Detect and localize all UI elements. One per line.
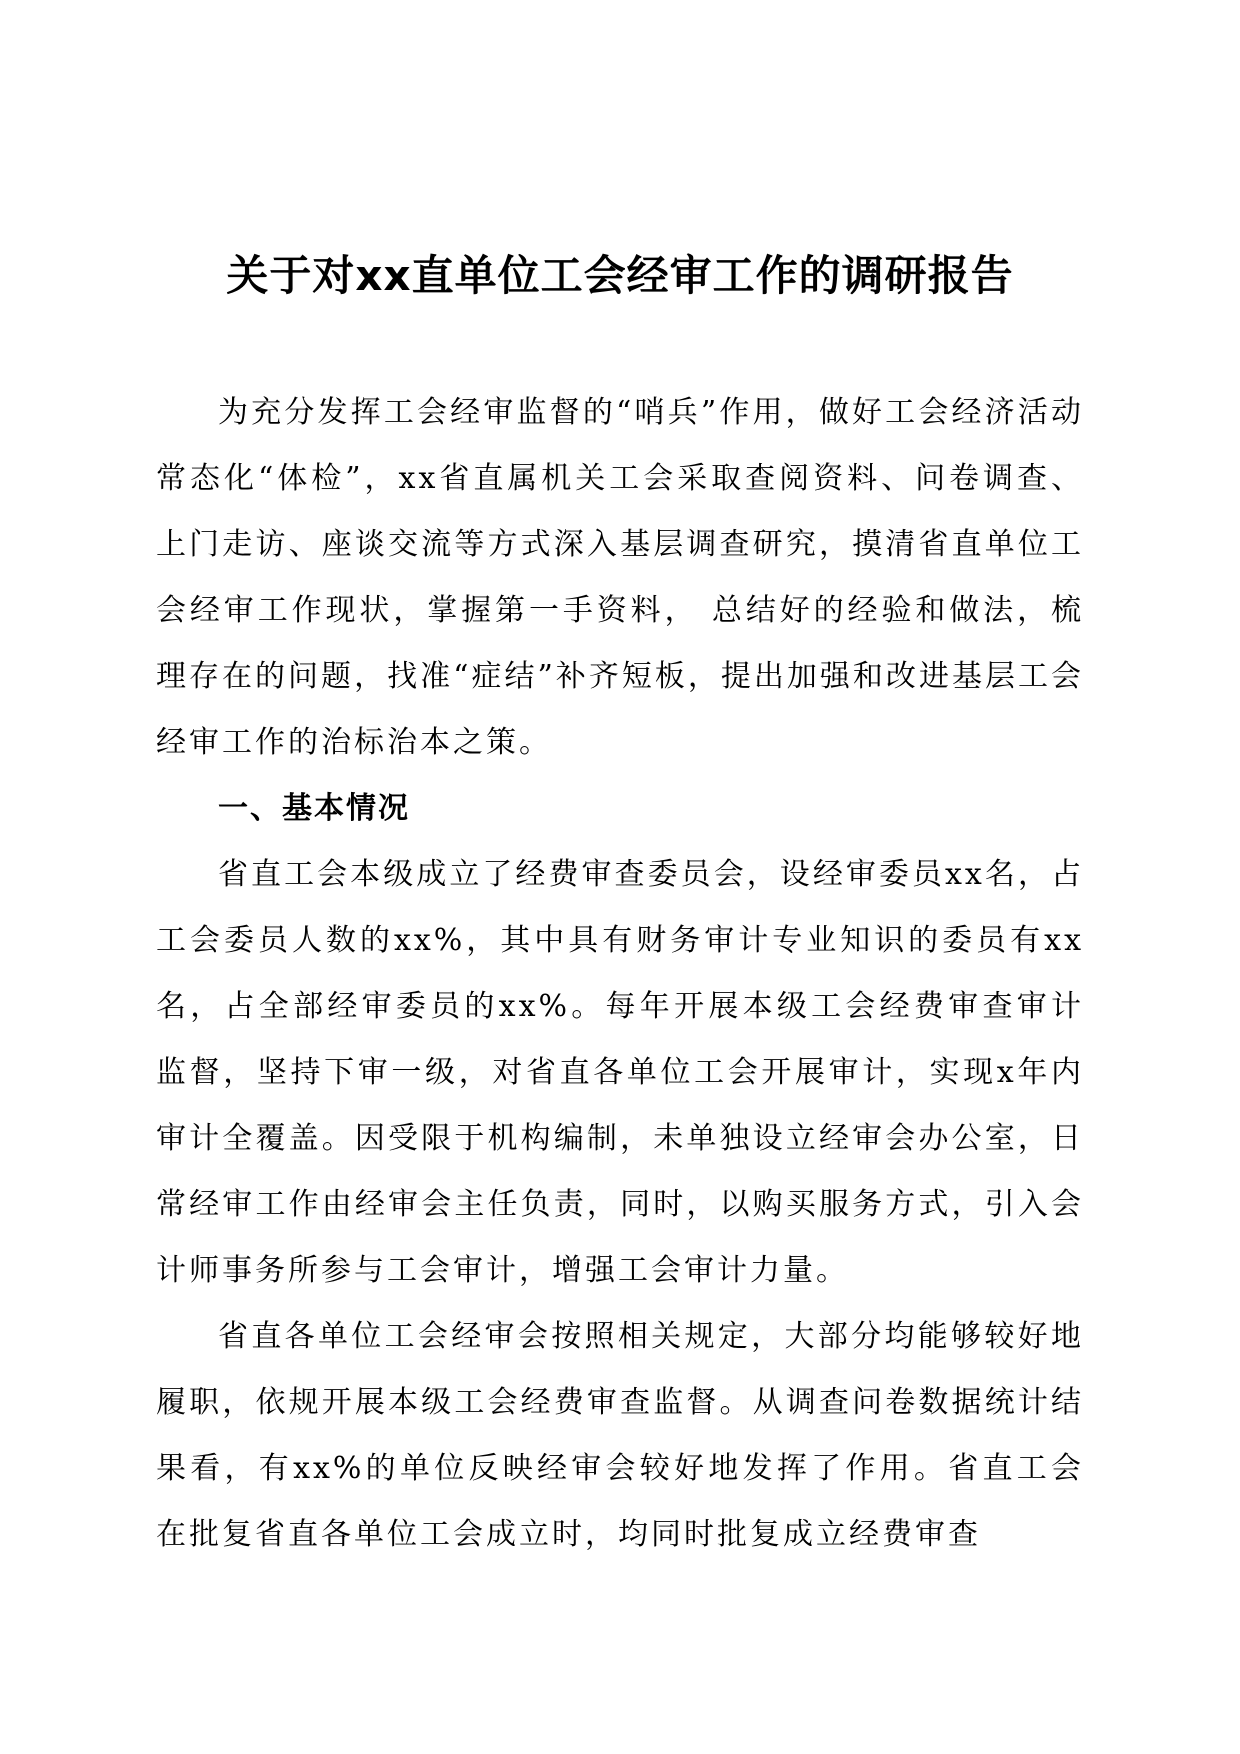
section-heading: 一、基本情况 xyxy=(218,791,410,826)
body-paragraph: 省直各单位工会经审会按照相关规定，大部分均能够较好地履职，依规开展本级工会经费审查监督。从调查问卷数据统计结果看，有xx%的单位反映经审会较好地发挥了作用。省直工会在批复省直各单位工会成立时，均同时批复成立经费审查 xyxy=(156,1319,1084,1552)
document-title: 关于对xx直单位工会经审工作的调研报告 xyxy=(226,251,1014,300)
document-body xyxy=(156,380,1084,1568)
body-paragraph: 省直工会本级成立了经费审查委员会，设经审委员xx名，占工会委员人数的xx%，其中具有财务审计专业知识的委员有xx名，占全部经审委员的xx%。每年开展本级工会经费审查审计监督，坚持下审一级，对省直各单位工会开展审计，实现x年内审计全覆盖。因受限于机构编制，未单独设立经审会办公室，日常经审工作由经审会主任负责，同时，以购买服务方式，引入会计师事务所参与工会审计，增强工会审计力量。 xyxy=(156,857,1084,1288)
intro-paragraph: 为充分发挥工会经审监督的“哨兵”作用，做好工会经济活动常态化“体检”，xx省直属机关工会采取查阅资料、问卷调查、上门走访、座谈交流等方式深入基层调查研究，摸清省直单位工会经审工作现状，掌握第一手资料， 总结好的经验和做法，梳理存在的问题，找准“症结”补齐短板，提出加强和改进基层工会经审工作的治标治本之策。 xyxy=(156,395,1084,760)
